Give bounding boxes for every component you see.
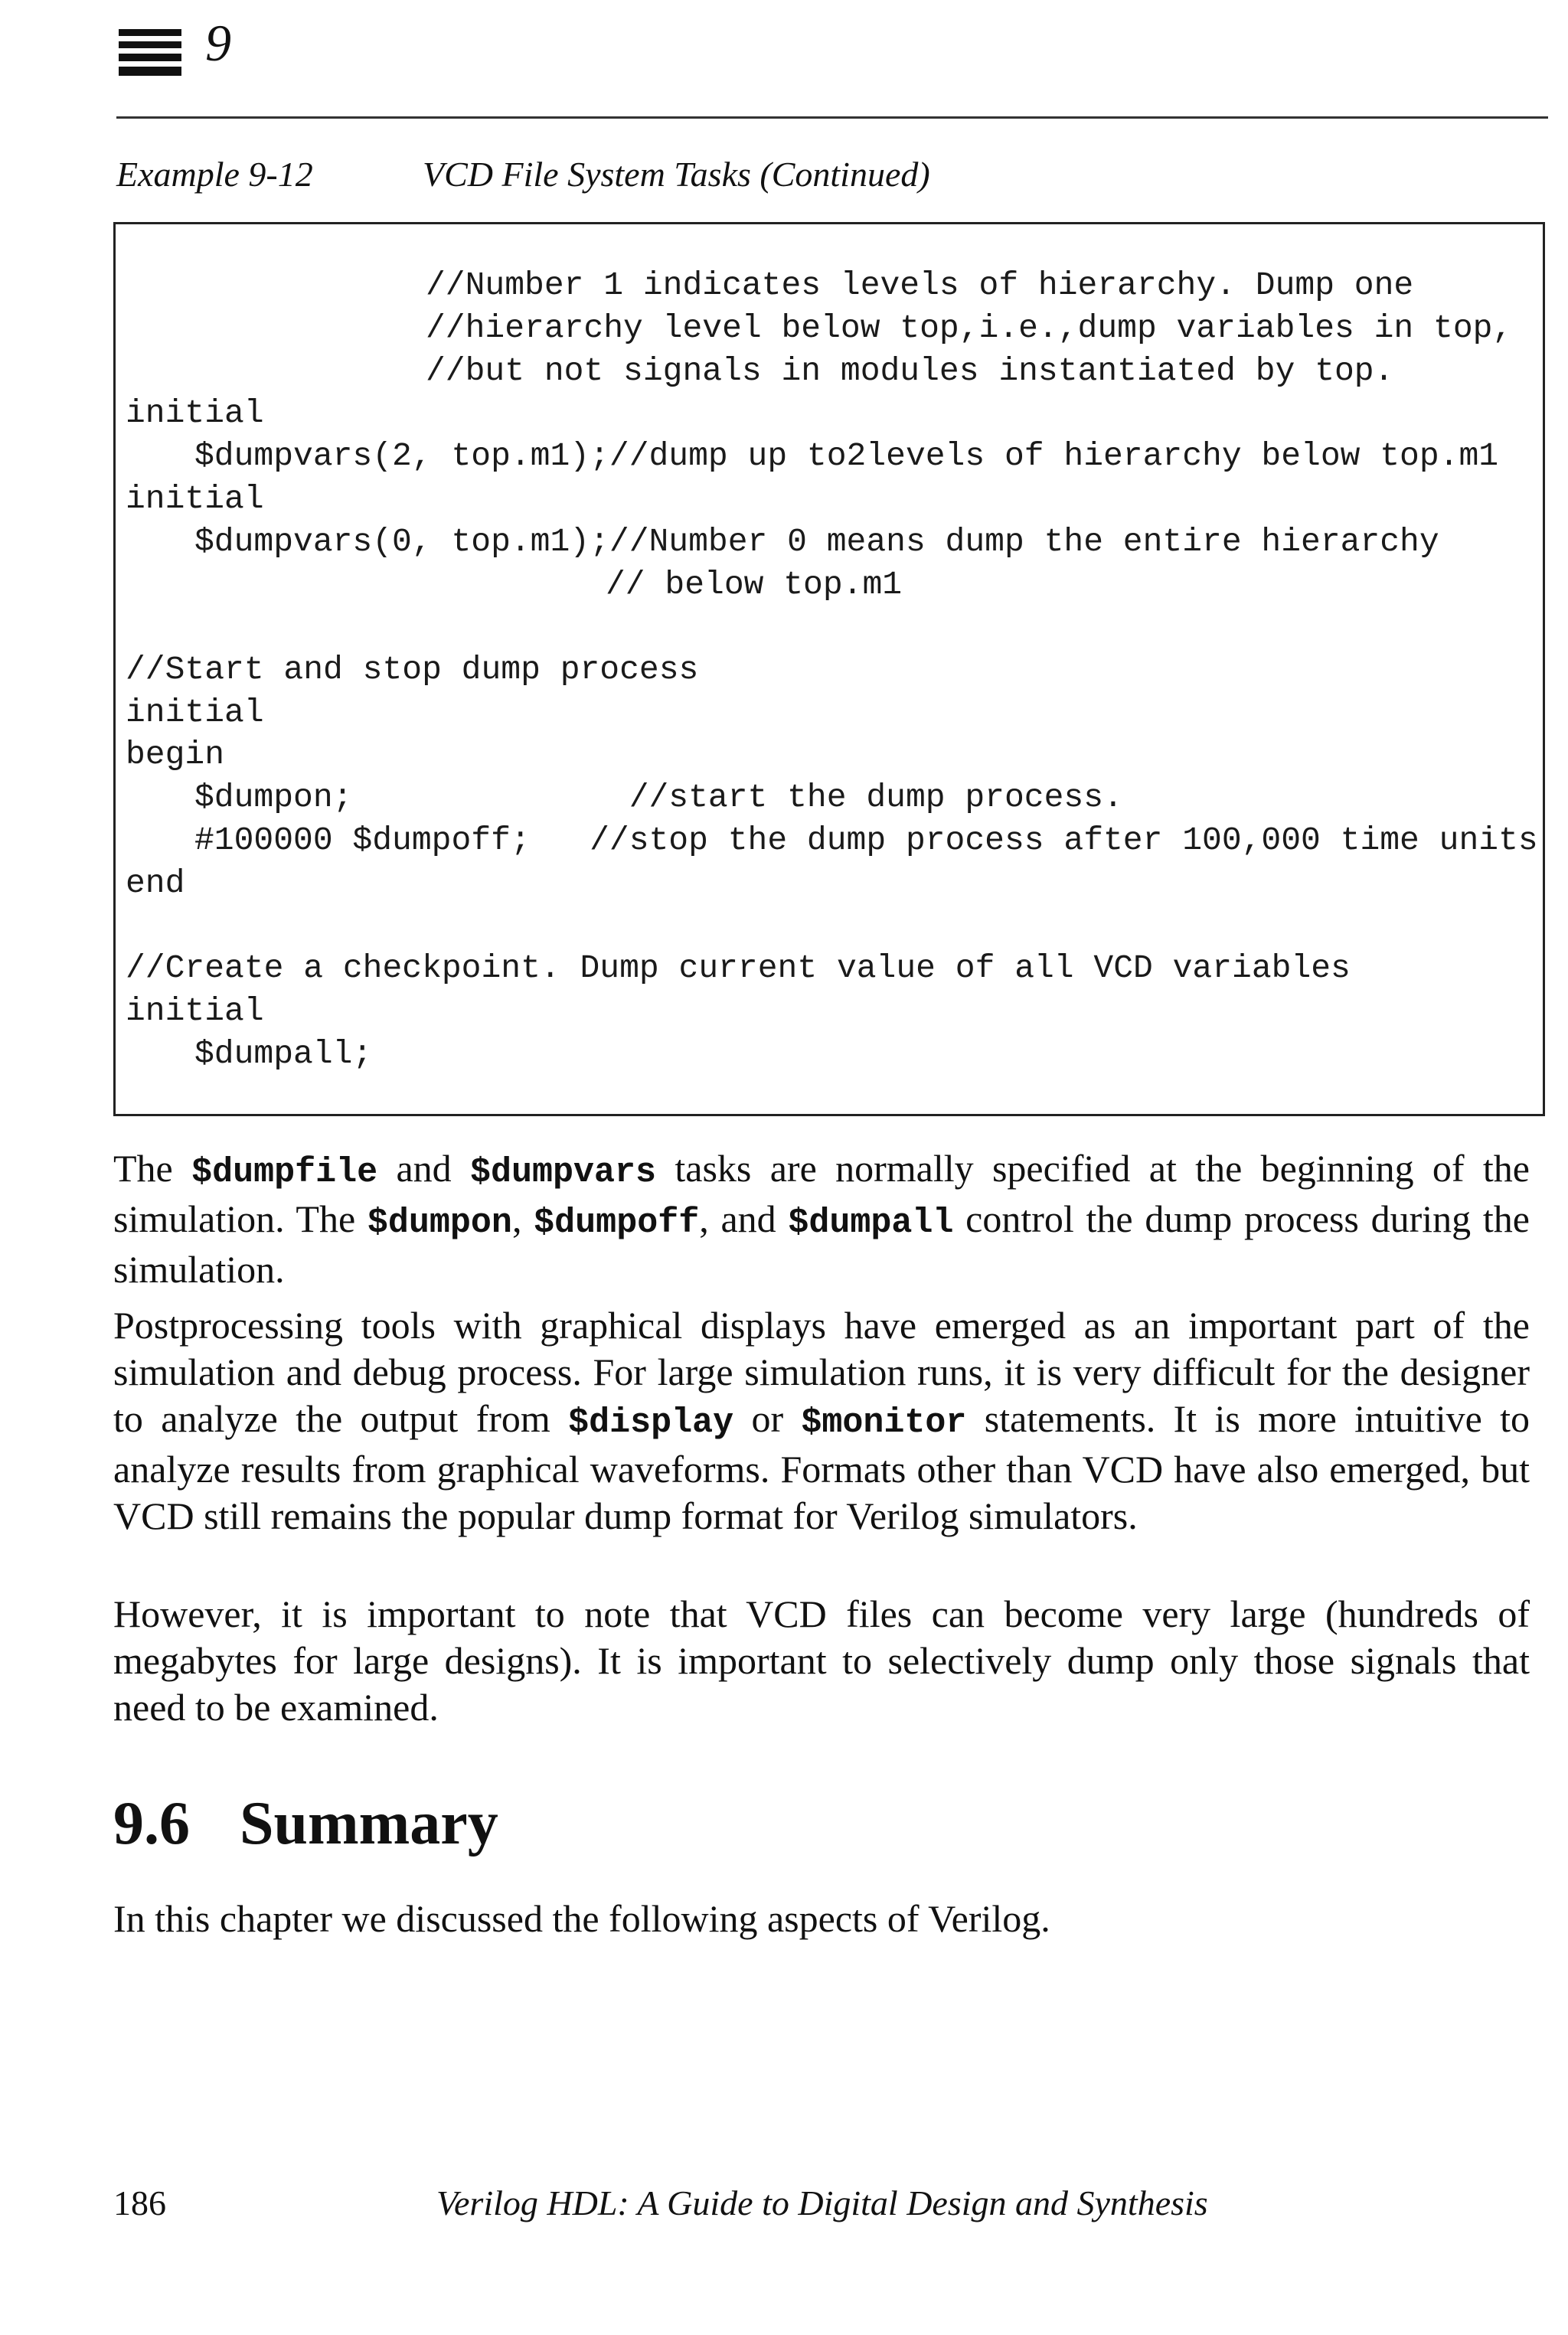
inline-code: $dumpall <box>788 1203 954 1243</box>
paragraph-summary-intro: In this chapter we discussed the following aspects of Verilog. <box>113 1897 1050 1940</box>
example-label: Example 9-12 <box>116 155 313 194</box>
inline-code: $dumpon <box>367 1203 512 1243</box>
chapter-number: 9 <box>205 14 231 72</box>
paragraph-dump-tasks: The $dumpfile and $dumpvars tasks are normally specified at the beginning of the simulation. The $dumpon, $dumpoff, and $dumpall control the dump process during the simulation. <box>113 1147 1530 1291</box>
code-line: //Number 1 indicates levels of hierarchy. Dump one <box>426 266 1414 304</box>
inline-code: $monitor <box>801 1403 967 1442</box>
paragraph-vcd-size: However, it is important to note that VCD files can become very large (hundreds of megabytes for large designs). It is important to selectively dump only those signals that need to be examined. <box>113 1592 1530 1729</box>
code-line: //Start and stop dump process <box>126 651 699 688</box>
code-line: //Create a checkpoint. Dump current value of all VCD variables <box>126 949 1351 987</box>
inline-code: $dumpoff <box>534 1203 700 1243</box>
code-line: // below top.m1 <box>606 566 903 603</box>
chapter-mark <box>119 29 188 83</box>
section-number: 9.6 <box>113 1790 190 1857</box>
paragraph-postprocessing: Postprocessing tools with graphical displays have emerged as an important part of the simulation and debug process. For large simulation runs, it is very difficult for the designer to analyze the output from $display or $monitor statements. It is more intuitive to analyze results from graphical waveforms. Formats other than VCD have also emerged, but VCD still remains the popular dump format for Verilog simulators. <box>113 1304 1530 1537</box>
page-number: 186 <box>113 2183 166 2222</box>
header-rule <box>116 116 1548 119</box>
section-title: Summary <box>240 1790 498 1857</box>
code-line: $dumpvars(2, top.m1);//dump up to2levels of hierarchy below top.m1 <box>194 437 1499 475</box>
code-line: $dumpon; //start the dump process. <box>194 779 1123 816</box>
example-title: VCD File System Tasks (Continued) <box>423 155 930 194</box>
code-line: initial <box>126 394 264 432</box>
code-line: $dumpvars(0, top.m1);//Number 0 means dump the entire hierarchy <box>194 523 1439 560</box>
code-line: end <box>126 864 185 902</box>
code-line: //hierarchy level below top,i.e.,dump variables in top, <box>426 309 1513 347</box>
inline-code: $dumpvars <box>470 1153 657 1192</box>
code-line: initial <box>126 480 264 518</box>
code-line: initial <box>126 992 264 1030</box>
code-line: //but not signals in modules instantiated by top. <box>426 352 1394 390</box>
section-heading <box>113 1790 498 1857</box>
inline-code: $dumpfile <box>191 1153 378 1192</box>
inline-code: $display <box>568 1403 734 1442</box>
code-line: begin <box>126 736 225 773</box>
running-footer: Verilog HDL: A Guide to Digital Design and Synthesis <box>436 2183 1208 2222</box>
code-line: $dumpall; <box>194 1035 373 1073</box>
code-line: initial <box>126 694 264 731</box>
code-listing <box>113 222 1545 1116</box>
code-line: #100000 $dumpoff; //stop the dump process after 100,000 time units <box>194 821 1538 859</box>
